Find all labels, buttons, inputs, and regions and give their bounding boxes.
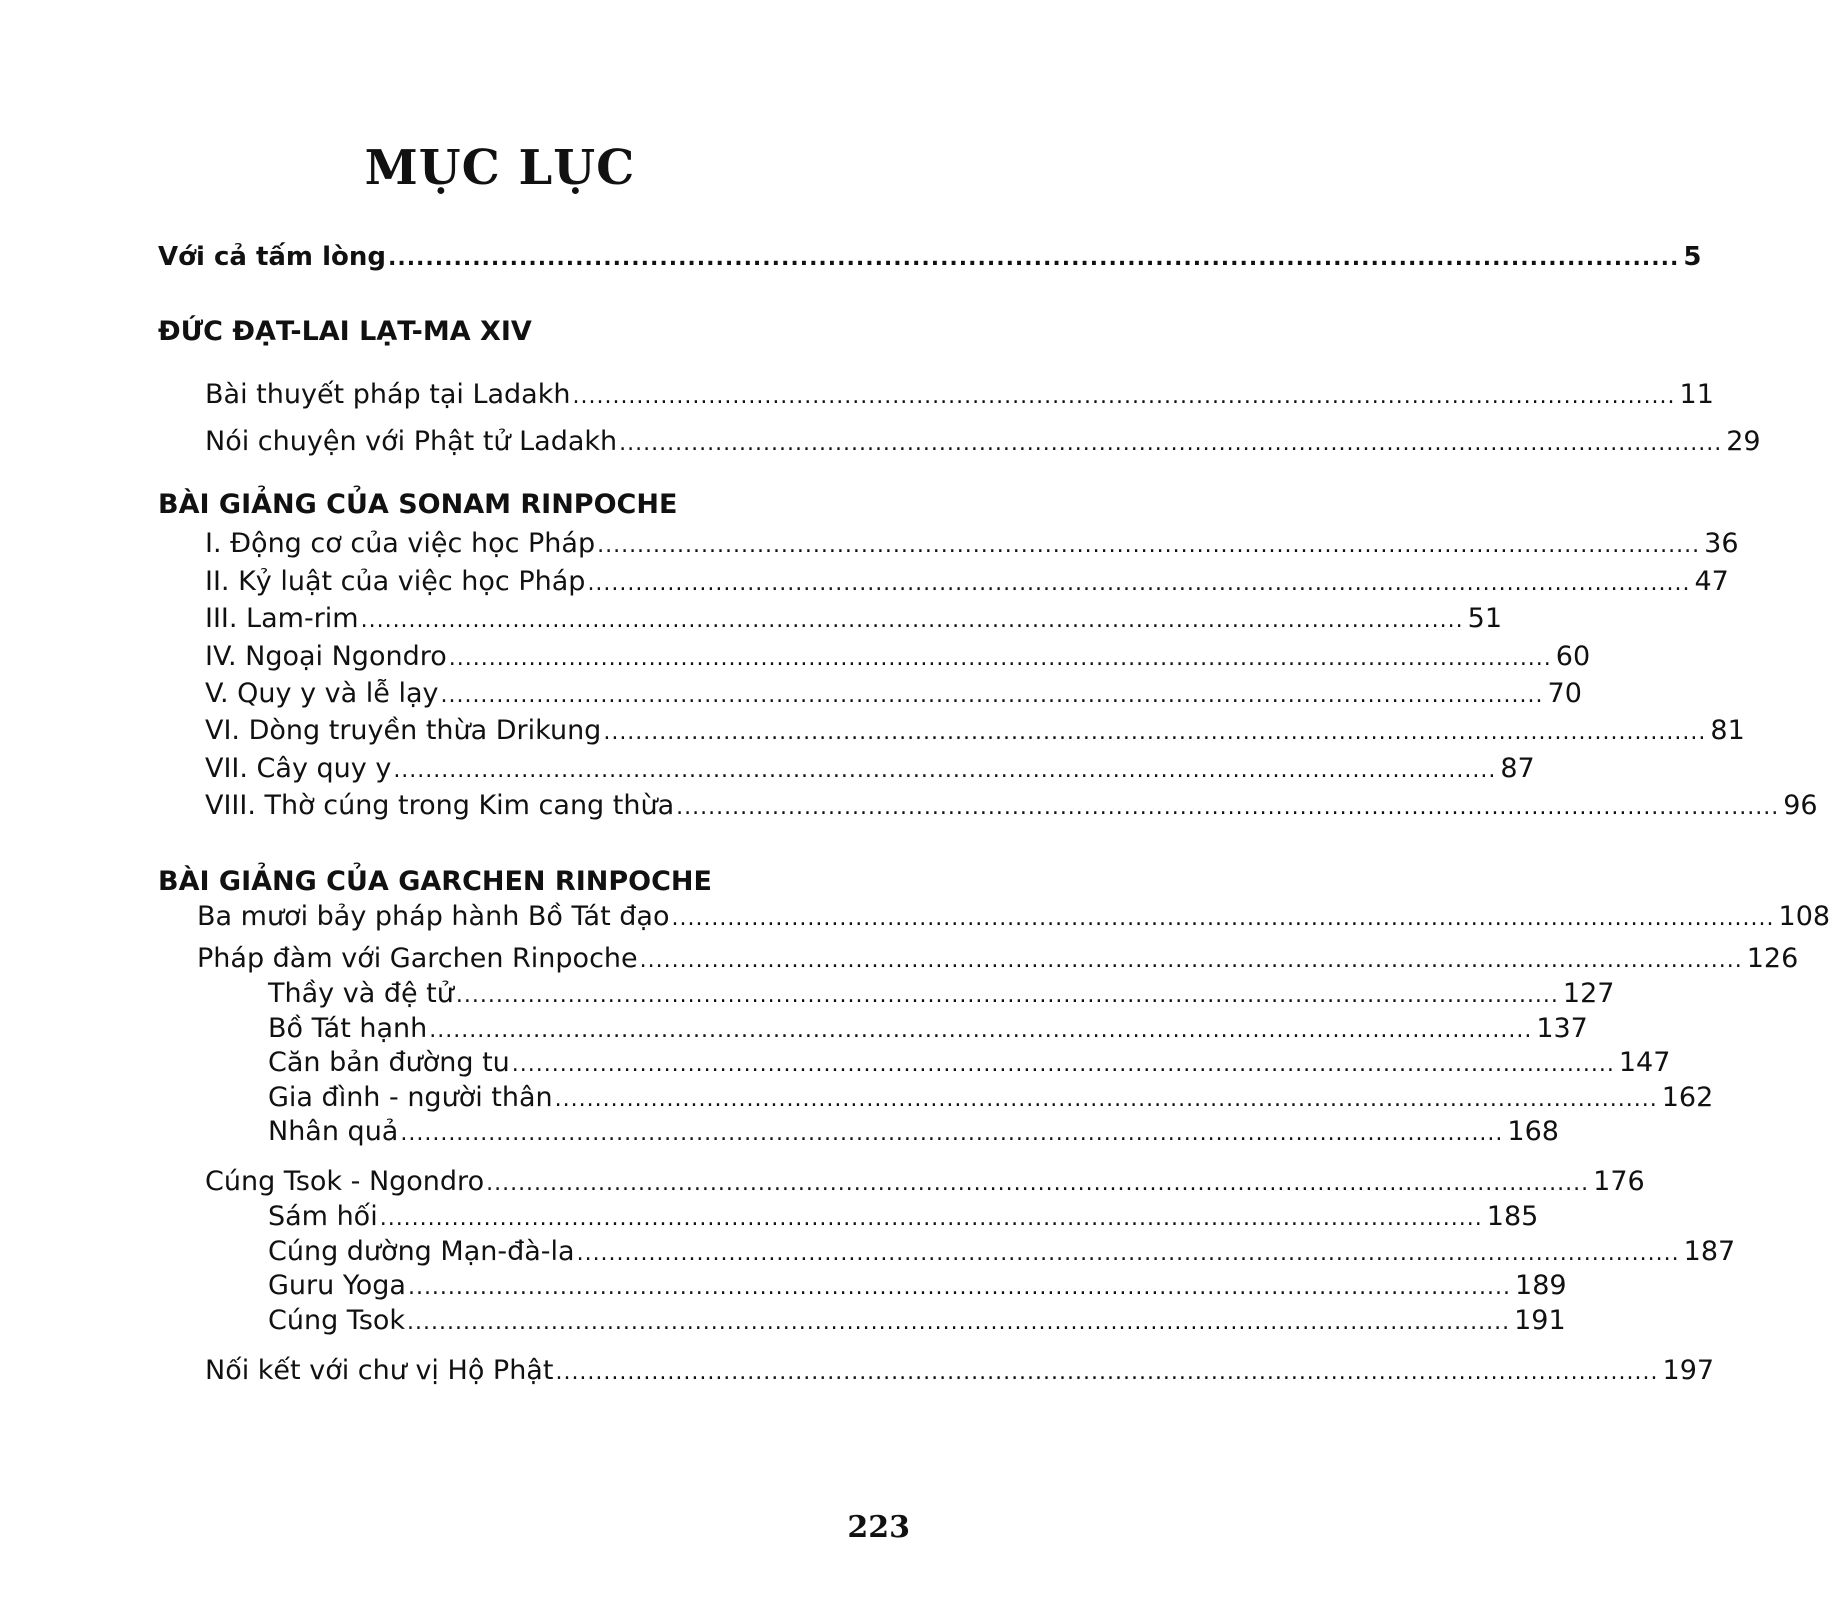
leader-dots: .......................................................................................................................................... [555,1360,1659,1385]
toc-entry-page: 197 [1662,1355,1715,1386]
leader-dots: .......................................................................................................................................... [554,1087,1658,1112]
leader-dots: .......................................................................................................................................... [455,983,1559,1008]
leader-dots: .......................................................................................................................................... [587,571,1691,596]
toc-entry-page: 168 [1507,1116,1559,1147]
toc-entry-page: 87 [1500,753,1535,784]
page-title: MỤC LỤC [364,140,636,196]
toc-entry-title: Nối kết với chư vị Hộ Phật [205,1355,554,1386]
toc-entry[interactable] [205,789,1818,825]
toc-entry-title: Bồ Tát hạnh [268,1013,428,1044]
leader-dots: .......................................................................................................................................... [400,1121,1504,1146]
leader-dots: .......................................................................................................................................... [387,246,1680,271]
leader-dots: .......................................................................................................................................... [360,608,1464,633]
page-number: 223 [847,1510,910,1545]
toc-entry-page: 176 [1593,1166,1645,1197]
toc-entry-page: 51 [1467,603,1503,634]
toc-entry-page: 70 [1547,678,1582,709]
toc-entry-title: Cúng Tsok - Ngondro [205,1166,485,1197]
toc-entry-title: Guru Yoga [268,1270,406,1301]
toc-entry[interactable] [205,1354,1715,1390]
toc-entry[interactable] [205,714,1745,750]
toc-entry[interactable] [197,900,1830,936]
toc-entry[interactable] [205,640,1591,676]
toc-entry[interactable] [268,1115,1559,1151]
toc-entry-title: Pháp đàm với Garchen Rinpoche [197,943,638,974]
leader-dots: .......................................................................................................................................... [597,533,1701,558]
toc-entry-title: Thầy và đệ tử [268,978,454,1009]
toc-entry-page: 189 [1515,1270,1567,1301]
leader-dots: .......................................................................................................................................... [639,948,1743,973]
toc-entry[interactable] [205,602,1503,638]
toc-entry-page: 47 [1694,566,1729,597]
toc-entry-page: 60 [1555,641,1591,672]
toc-entry-page: 127 [1562,978,1615,1009]
toc-entry-title: Nhân quả [268,1116,399,1147]
toc-entry[interactable] [268,1012,1588,1048]
leader-dots: .......................................................................................................................................... [448,646,1552,671]
leader-dots: .......................................................................................................................................... [511,1052,1615,1077]
toc-entry[interactable] [268,1081,1714,1117]
toc-entry[interactable] [268,1235,1736,1271]
toc-entry-title: VI. Dòng truyền thừa Drikung [205,715,602,746]
toc-entry-page: 11 [1679,379,1714,410]
leader-dots: .......................................................................................................................................... [572,384,1676,409]
toc-entry[interactable] [205,752,1535,788]
toc-entry[interactable] [205,527,1739,563]
section-heading: BÀI GIẢNG CỦA SONAM RINPOCHE [158,489,678,520]
leader-dots: .......................................................................................................................................... [603,720,1707,745]
toc-entry-title: I. Động cơ của việc học Pháp [205,528,596,559]
toc-entry-page: 126 [1746,943,1799,974]
leader-dots: .......................................................................................................................................... [407,1310,1511,1335]
section-heading: ĐỨC ĐẠT-LAI LẠT-MA XIV [158,316,532,347]
toc-entry-page: 36 [1704,528,1739,559]
leader-dots: .......................................................................................................................................... [379,1206,1483,1231]
toc-entry-page: 147 [1618,1047,1671,1078]
toc-entry-page: 81 [1710,715,1745,746]
toc-entry[interactable] [205,425,1761,461]
toc-entry-title: VIII. Thờ cúng trong Kim cang thừa [205,790,675,821]
toc-entry-title: Với cả tấm lòng [158,242,386,272]
leader-dots: .......................................................................................................................................... [576,1241,1680,1266]
toc-entry[interactable] [268,1269,1567,1305]
toc-entry-title: Gia đình - người thân [268,1082,553,1113]
toc-entry-title: V. Quy y và lễ lạy [205,678,439,709]
toc-entry-title: Sám hối [268,1201,378,1232]
toc-entry-title: IV. Ngoại Ngondro [205,641,447,672]
toc-entry-title: Cúng dường Mạn-đà-la [268,1236,575,1267]
toc-entry[interactable] [205,378,1714,414]
toc-entry[interactable] [205,677,1582,713]
toc-entry[interactable] [268,977,1615,1013]
leader-dots: .......................................................................................................................................... [671,906,1775,931]
toc-entry-intro[interactable] [158,240,1702,276]
leader-dots: .......................................................................................................................................... [486,1171,1590,1196]
toc-entry[interactable] [268,1200,1539,1236]
toc-entry-page: 187 [1683,1236,1736,1267]
toc-entry[interactable] [205,565,1729,601]
toc-entry[interactable] [268,1304,1566,1340]
leader-dots: .......................................................................................................................................... [393,758,1497,783]
toc-entry-title: Ba mươi bảy pháp hành Bồ Tát đạo [197,901,670,932]
toc-entry-title: II. Kỷ luật của việc học Pháp [205,566,586,597]
toc-entry-title: Cúng Tsok [268,1305,406,1336]
toc-entry-title: III. Lam-rim [205,603,359,634]
toc-entry-title: Nói chuyện với Phật tử Ladakh [205,426,618,457]
leader-dots: .......................................................................................................................................... [407,1275,1512,1300]
toc-entry-title: Căn bản đường tu [268,1047,510,1078]
leader-dots: .......................................................................................................................................... [619,431,1723,456]
leader-dots: .......................................................................................................................................... [676,795,1780,820]
toc-entry-page: 29 [1726,426,1761,457]
toc-entry-page: 137 [1536,1013,1588,1044]
toc-entry-title: Bài thuyết pháp tại Ladakh [205,379,571,410]
toc-entry[interactable] [268,1046,1671,1082]
section-heading: BÀI GIẢNG CỦA GARCHEN RINPOCHE [158,866,712,897]
toc-entry-page: 191 [1514,1305,1566,1336]
toc-entry[interactable] [197,942,1799,978]
leader-dots: .......................................................................................................................................... [429,1018,1533,1043]
toc-entry[interactable] [205,1165,1645,1201]
toc-entry-page: 185 [1486,1201,1539,1232]
toc-entry-page: 5 [1683,242,1702,272]
toc-entry-page: 162 [1661,1082,1714,1113]
toc-entry-page: 108 [1778,901,1830,932]
toc-entry-page: 96 [1783,790,1818,821]
toc-entry-title: VII. Cây quy y [205,753,392,784]
leader-dots: .......................................................................................................................................... [440,683,1544,708]
